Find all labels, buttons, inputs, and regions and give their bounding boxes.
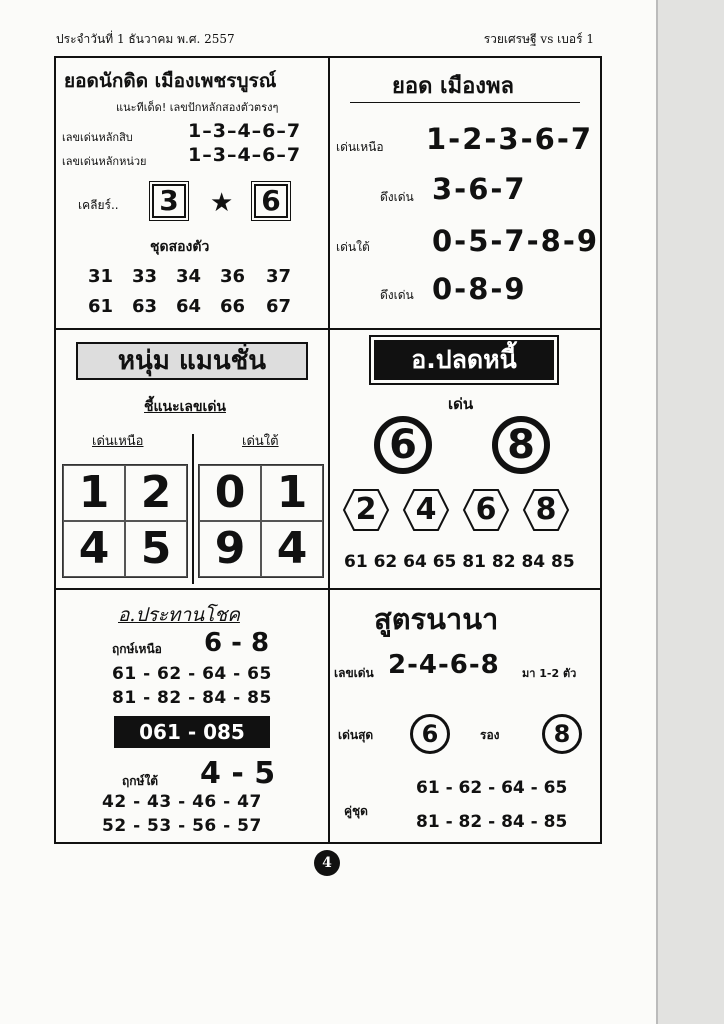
left-number-grid (62, 464, 188, 578)
pair-number: 36 (220, 266, 246, 287)
hex-number: 4 (415, 492, 437, 527)
page-edge (654, 0, 724, 1024)
pair-number: 64 (176, 296, 202, 317)
top-number-ring: 6 (410, 714, 450, 754)
grid-number: 4 (261, 521, 323, 577)
hex-badge (402, 488, 450, 532)
second-number-ring: 8 (542, 714, 582, 754)
left-grid-label: เด่นเหนือ (92, 434, 144, 449)
upper-row-2: 81 - 82 - 84 - 85 (112, 688, 272, 708)
panel-title: ยอดนักดิด เมืองเพชรบูรณ์ (64, 70, 277, 92)
panel-title: อ.ประทานโชค (118, 604, 240, 626)
grid-number: 4 (63, 521, 125, 577)
upper-value: 1-2-3-6-7 (426, 122, 594, 156)
hex-number: 2 (355, 492, 377, 527)
clear-right-number: 6 (254, 184, 288, 218)
tens-value: 1–3–4–6–7 (188, 120, 302, 142)
panel-title: สูตรนานา (374, 602, 499, 636)
lead-value: 2-4-6-8 (388, 650, 500, 680)
grid-number: 2 (125, 465, 187, 521)
lower-pull-value: 0-8-9 (432, 272, 527, 306)
grid-number: 9 (199, 521, 261, 577)
panel-plod-nee (330, 330, 600, 590)
content-frame (54, 56, 602, 844)
lead-suffix: มา 1-2 ตัว (522, 667, 577, 680)
title-underline (350, 102, 580, 103)
pairs-label: ชุดสองตัว (150, 239, 210, 255)
lower-pull-label: ดึงเด่น (380, 288, 414, 302)
clear-left-number: 3 (152, 184, 186, 218)
lower-row-2: 52 - 53 - 56 - 57 (102, 816, 262, 836)
grid-number: 5 (125, 521, 187, 577)
grid-number: 0 (199, 465, 261, 521)
pair-number: 31 (88, 266, 114, 287)
lower-label: ฤกษ์ใต้ (122, 774, 159, 788)
hex-number: 8 (535, 492, 557, 527)
grid-divider (192, 434, 194, 584)
pairs-list: 61 62 64 65 81 82 84 85 (344, 552, 575, 572)
units-value: 1–3–4–6–7 (188, 144, 302, 166)
panel-subtitle: ชี้แนะเลขเด่น (144, 399, 226, 415)
pair-number: 67 (266, 296, 292, 317)
lower-row-1: 42 - 43 - 46 - 47 (102, 792, 262, 812)
highlight-circle-right: 8 (492, 416, 550, 474)
pair-label: คู่ชุด (344, 804, 368, 818)
right-number-grid (198, 464, 324, 578)
panel-subtitle: แนะทีเด็ด! เลขปักหลักสองตัวตรงๆ (116, 101, 279, 114)
panel-num-mansion (56, 330, 330, 590)
grid-number: 1 (63, 465, 125, 521)
highlight-circle-left: 6 (374, 416, 432, 474)
page-number: 4 (314, 850, 340, 876)
units-label: เลขเด่นหลักหน่วย (62, 155, 147, 168)
upper-value: 6 - 8 (204, 628, 270, 658)
hex-badge (522, 488, 570, 532)
header-date: ประจำวันที่ 1 ธันวาคม พ.ศ. 2557 (56, 32, 235, 46)
highlight-label: เด่น (448, 395, 474, 413)
hex-badge (342, 488, 390, 532)
range-banner: 061 - 085 (114, 716, 270, 748)
upper-pull-label: ดึงเด่น (380, 190, 414, 204)
upper-label: เด่นเหนือ (336, 140, 384, 154)
hex-badge (462, 488, 510, 532)
pair-row-1: 61 - 62 - 64 - 65 (416, 778, 568, 798)
panel-title: อ.ปลดหนี้ (374, 340, 554, 380)
pair-number: 63 (132, 296, 158, 317)
lower-label: เด่นใต้ (336, 240, 370, 254)
upper-label: ฤกษ์เหนือ (112, 642, 162, 656)
hex-number: 6 (475, 492, 497, 527)
pair-number: 61 (88, 296, 114, 317)
panel-title: ยอด เมืองพล (392, 74, 515, 99)
panel-title: หนุ่ม แมนชั่น (76, 342, 308, 380)
pair-number: 66 (220, 296, 246, 317)
pair-number: 37 (266, 266, 292, 287)
pair-number: 33 (132, 266, 158, 287)
tens-label: เลขเด่นหลักสิบ (62, 131, 133, 144)
pair-row-2: 81 - 82 - 84 - 85 (416, 812, 568, 832)
second-label: รอง (480, 728, 500, 742)
lower-value: 4 - 5 (200, 756, 276, 791)
panel-sut-nana (330, 590, 600, 842)
panel-yod-nakkhid (56, 58, 330, 330)
upper-row-1: 61 - 62 - 64 - 65 (112, 664, 272, 684)
lead-label: เลขเด่น (334, 666, 374, 680)
clear-label: เคลียร์.. (78, 198, 119, 212)
upper-pull-value: 3-6-7 (432, 172, 527, 206)
panel-yod-mueang-phon (330, 58, 600, 330)
grid-number: 1 (261, 465, 323, 521)
panel-pratan-chok (56, 590, 330, 842)
star-icon: ★ (210, 188, 234, 218)
header-title: รวยเศรษฐี vs เบอร์ 1 (483, 32, 594, 46)
top-label: เด่นสุด (338, 728, 374, 742)
lower-value: 0-5-7-8-9 (432, 224, 600, 258)
right-grid-label: เด่นใต้ (242, 434, 279, 449)
pair-number: 34 (176, 266, 202, 287)
